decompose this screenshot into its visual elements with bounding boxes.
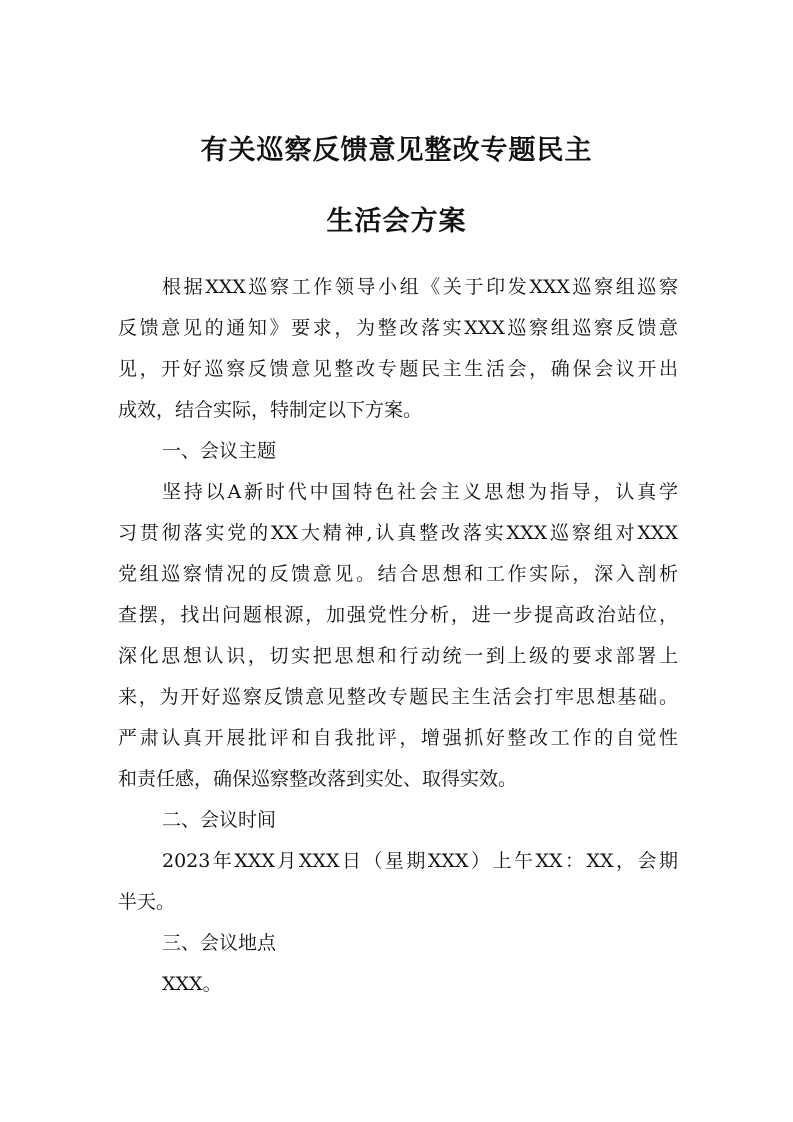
paragraph-line: 来，为开好巡察反馈意见整改专题民主生活会打牢思想基础。 [118,686,678,708]
paragraph-line: 反馈意见的通知》要求，为整改落实XXX巡察组巡察反馈意 [118,317,678,339]
paragraph-line: 见，开好巡察反馈意见整改专题民主生活会，确保会议开出 [118,358,678,380]
paragraph-line: 党组巡察情况的反馈意见。结合思想和工作实际，深入剖析 [118,563,678,585]
paragraph-line: 深化思想认识，切实把思想和行动统一到上级的要求部署上 [118,645,678,667]
paragraph-line: 习贯彻落实党的XX大精神,认真整改落实XXX巡察组对XXX [118,522,678,544]
paragraph-line: 根据XXX巡察工作领导小组《关于印发XXX巡察组巡察 [162,276,678,298]
section-heading-location: 三、会议地点 [162,932,277,954]
paragraph-line: 2023年XXX月XXX日（星期XXX）上午XX：XX，会期 [162,850,678,872]
document-title-line-1: 有关巡察反馈意见整改专题民主 [200,135,593,166]
paragraph-line: 成效，结合实际，特制定以下方案。 [118,399,423,421]
paragraph-line: XXX。 [162,973,222,995]
document-body [118,267,678,1005]
section-heading-topic: 一、会议主题 [162,440,277,462]
paragraph-line: 查摆，找出问题根源，加强党性分析，进一步提高政治站位， [118,604,678,626]
paragraph-line: 和责任感，确保巡察整改落到实处、取得实效。 [118,768,518,790]
paragraph-line: 严肃认真开展批评和自我批评，增强抓好整改工作的自觉性 [118,727,678,749]
paragraph-line: 半天。 [118,891,176,913]
paragraph-line: 坚持以A新时代中国特色社会主义思想为指导，认真学 [162,481,678,503]
section-heading-time: 二、会议时间 [162,809,277,831]
document-title-line-2: 生活会方案 [326,206,467,237]
